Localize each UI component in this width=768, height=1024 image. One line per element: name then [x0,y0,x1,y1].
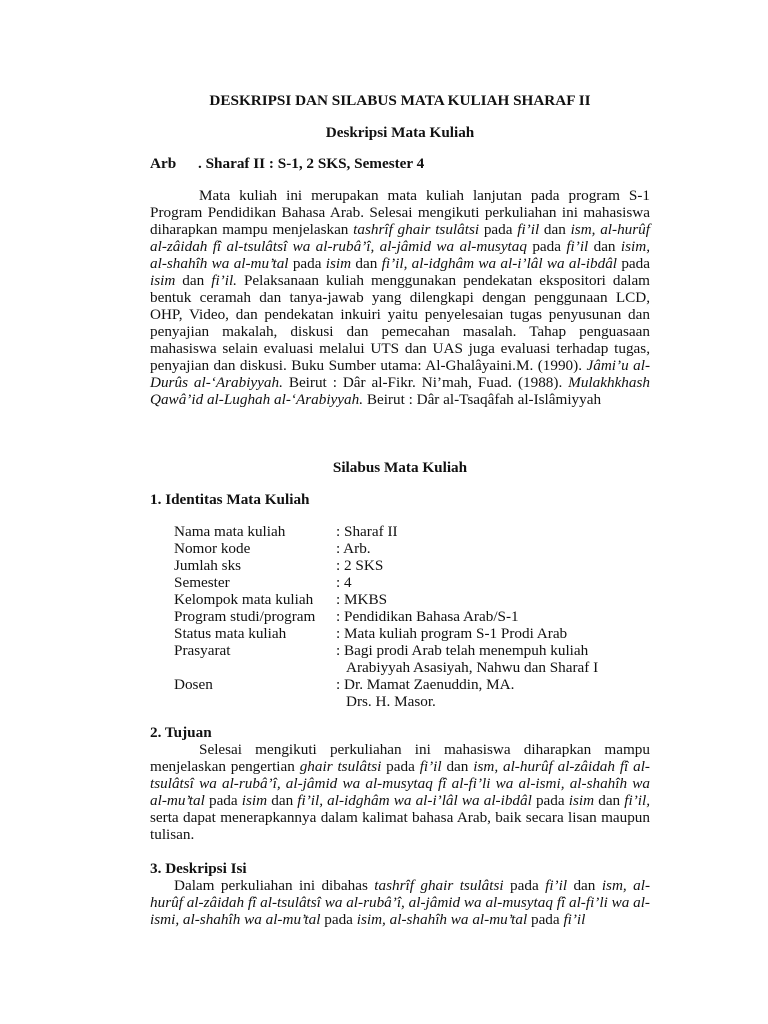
course-code: Arb [150,155,177,172]
identitas-label: Nama mata kuliah [174,523,286,540]
italic-term: tashrîf ghair tsulâtsi [353,221,480,238]
tujuan-text [150,741,650,843]
text-run: dan [539,221,571,238]
course-info: . Sharaf II : S-1, 2 SKS, Semester 4 [198,155,425,172]
identitas-row [174,625,654,642]
identitas-value: : 4 [336,574,352,591]
identitas-value: : Arb. [336,540,371,557]
isi-heading: 3. Deskripsi Isi [150,860,247,877]
text-run: pada [526,238,567,255]
italic-term: fi’il [566,238,589,255]
identitas-label [174,659,336,676]
text-run: Beirut : Dâr al-Fikr. Ni’mah, Fuad. (1988). [282,374,569,391]
text-run: pada [503,877,546,894]
text-run: dan [267,792,298,809]
italic-term: fi’il [563,911,586,928]
text-run: dan [441,758,474,775]
italic-term: fi’il [545,877,568,894]
text-run: dan [588,238,621,255]
text-run: Pelaksanaan kuliah menggunakan pendekatan ekspositori dalam bentuk ceramah dan tanya-jawab yang dilengkapi dengan penggunaan LCD, OHP, Video, dan pendekatan inkuiri yaitu penyelesaian tugas penyusunan dan penyajian makalah, diskusi dan pemecahan masalah. Tahap penguasaan mahasiswa selain evaluasi melalui UTS dan UAS juga evaluasi terhadap tugas, penyajian dan diskusi. Buku Sumber utama: Al-Ghalâyaini.M. (1990). [150,272,650,374]
identitas-row [174,557,654,574]
text-run: pada [617,255,650,272]
text-run: serta dapat menerapkannya dalam kalimat bahasa Arab, baik secara lisan maupun tulisan. [150,809,650,843]
isi-paragraph [150,877,650,928]
italic-term: isim [325,255,352,272]
italic-term: ism, al-hurûf al-zâidah fî al-tsulâtsî wa al-rubâ’î, al-jâmid wa al-musytaq [150,221,650,255]
italic-term: fi’il [419,758,442,775]
identitas-row [174,659,654,676]
course-info-line [150,155,650,172]
identitas-value: : Dr. Mamat Zaenuddin, MA. [336,676,515,693]
isi-text [150,877,650,928]
italic-term: fi’il, [624,792,651,809]
identitas-value: : 2 SKS [336,557,384,574]
text-run: pada [204,792,242,809]
text-run: pada [288,255,326,272]
identitas-row [174,523,654,540]
text-run: pada [527,911,564,928]
identitas-row [174,642,654,659]
italic-term: ism, al-hurûf al-zâidah fî al-tsulâtsî wa al-rubâ’î, al-jâmid wa al-musytaq fî al-fi’li wa al-ismi, al-shahîh wa al-mu’tal [150,758,650,809]
italic-term: Jâmi’u al-Durûs al-‘Arabiyyah. [150,357,650,391]
text-run: pada [381,758,420,775]
identitas-heading: 1. Identitas Mata Kuliah [150,491,310,508]
identitas-label: Kelompok mata kuliah [174,591,314,608]
identitas-row [174,676,654,693]
text-run: dan [567,877,602,894]
italic-term: ism, al-hurûf al-zâidah fî al-tsulâtsî wa al-rubâ’î, al-jâmid wa al-musytaq fî al-fi’li wa al-ismi, al-shahîh wa al-mu’tal [150,877,651,928]
text-run: Beirut : Dâr al-Tsaqâfah al-Islâmiyyah [363,391,602,408]
identitas-value: : Mata kuliah program S-1 Prodi Arab [336,625,568,642]
italic-term: Mulakhkhash Qawâ’id al-Lughah al-‘Arabiyyah. [150,374,650,408]
italic-term: isim [150,272,176,289]
tujuan-heading: 2. Tujuan [150,724,212,741]
text-run: dan [594,792,625,809]
identitas-value: Arabiyyah Asasiyah, Nahwu dan Sharaf I [346,659,599,676]
italic-term: fi’il, al-idghâm wa al-i’lâl wa al-ibdâl [297,792,532,809]
identitas-label [174,693,336,710]
identitas-table [174,523,654,710]
italic-term: tashrîf ghair tsulâtsi [374,877,504,894]
text-run: dan [351,255,382,272]
identitas-value: : Pendidikan Bahasa Arab/S-1 [336,608,519,625]
italic-term: isim, al-shahîh wa al-mu’tal [150,238,650,272]
text-run: Dalam perkuliahan ini dibahas [174,877,375,894]
identitas-label: Dosen [174,676,213,693]
section-subtitle-silabus: Silabus Mata Kuliah [332,459,468,476]
text-run: dan [175,272,212,289]
italic-term: isim [568,792,595,809]
section-subtitle-deskripsi: Deskripsi Mata Kuliah [325,124,475,141]
text-run: pada [320,911,357,928]
identitas-row [174,540,654,557]
italic-term: ghair tsulâtsi [299,758,382,775]
description-text [150,187,650,408]
identitas-value: Drs. H. Masor. [346,693,436,710]
identitas-label: Semester [174,574,230,591]
text-run: pada [479,221,518,238]
italic-term: isim, al-shahîh wa al-mu’tal [356,911,528,928]
text-run: Mata kuliah ini merupakan mata kuliah lanjutan pada program S-1 Program Pendidikan Bahasa Arab. Selesai mengikuti perkuliahan ini mahasiswa diharapkan mampu menjelaskan [150,187,650,238]
italic-term: fi’il [517,221,540,238]
identitas-label: Prasyarat [174,642,231,659]
document-title: DESKRIPSI DAN SILABUS MATA KULIAH SHARAF II [209,92,591,109]
italic-term: isim [241,792,268,809]
identitas-label: Nomor kode [174,540,251,557]
identitas-row [174,574,654,591]
identitas-value: : Sharaf II [336,523,398,540]
identitas-label: Program studi/program [174,608,316,625]
tujuan-paragraph [150,741,650,843]
identitas-row [174,608,654,625]
identitas-row [174,693,654,710]
text-run: pada [531,792,569,809]
description-paragraph [150,187,650,408]
italic-term: fi’il, al-idghâm wa al-i’lâl wa al-ibdâl [381,255,618,272]
italic-term: fi’il. [211,272,237,289]
identitas-value: : MKBS [336,591,388,608]
identitas-label: Jumlah sks [174,557,242,574]
identitas-row [174,591,654,608]
text-run: Selesai mengikuti perkuliahan ini mahasiswa diharapkan mampu menjelaskan pengertian [150,741,650,775]
identitas-value: : Bagi prodi Arab telah menempuh kuliah [336,642,589,659]
identitas-label: Status mata kuliah [174,625,287,642]
